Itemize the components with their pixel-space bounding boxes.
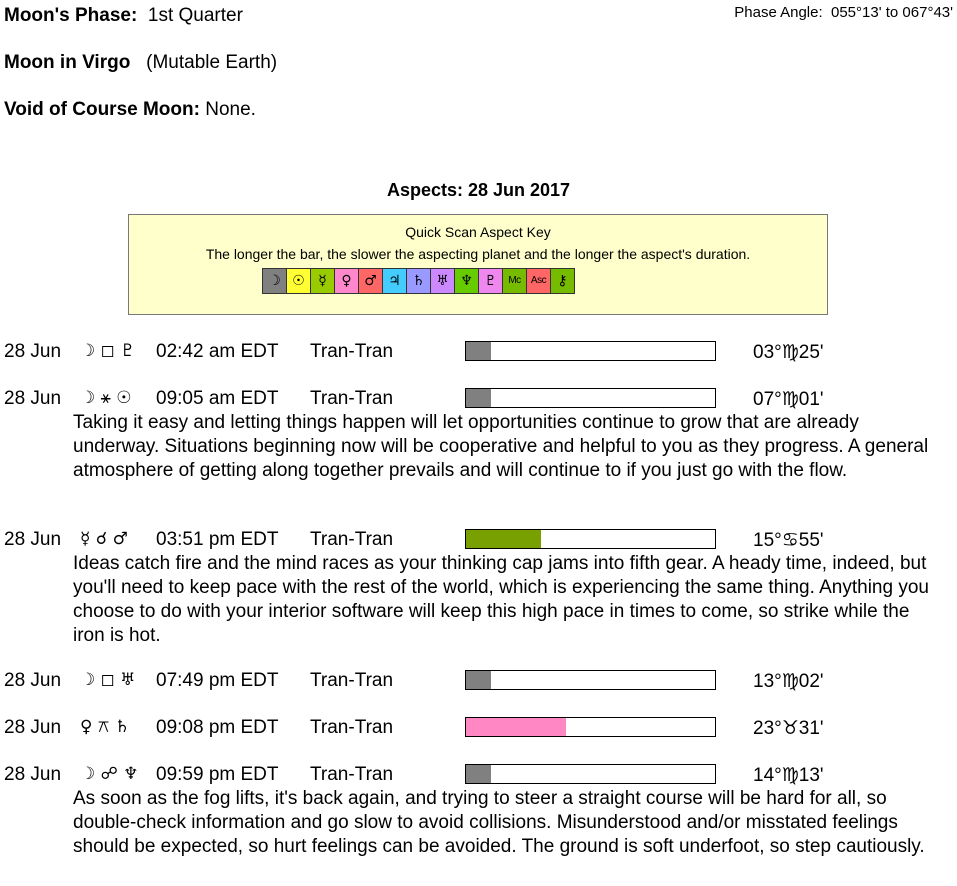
aspect-duration-fill (466, 765, 491, 783)
aspect-type: Tran-Tran (310, 717, 394, 738)
moon-sign-detail: (Mutable Earth) (146, 52, 278, 73)
moon-phase-value: 1st Quarter (147, 5, 243, 26)
jupiter-swatch: ♃ (382, 268, 407, 294)
aspect-key-description: The longer the bar, the slower the aspecting planet and the longer the aspect's duration. (205, 246, 751, 262)
aspect-date: 28 Jun (4, 764, 62, 785)
midheaven-swatch: Mc (502, 268, 527, 294)
aspect-date: 28 Jun (4, 670, 62, 691)
uranus-swatch: ♅ (430, 268, 455, 294)
aspect-description: Ideas catch fire and the mind races as your thinking cap jams into fifth gear. A heady time, indeed, but you'll need to keep pace with the rest of the world, which is experiencing the same thing. Anything you choose to do with your interior software will keep this high pace in times to come, so strike while the iron is hot. (73, 553, 929, 646)
aspect-duration-bar (465, 670, 716, 690)
void-value: None. (205, 99, 256, 120)
aspect-duration-bar (465, 717, 716, 737)
aspect-duration-fill (466, 389, 491, 407)
aspect-time: 09:59 pm EDT (156, 764, 279, 785)
aspect-glyphs: ☿ ☌ ♂ (80, 529, 128, 549)
aspect-type: Tran-Tran (310, 388, 394, 409)
aspect-key-swatches (262, 268, 574, 294)
aspect-time: 03:51 pm EDT (156, 529, 279, 550)
aspect-time: 09:08 pm EDT (156, 717, 279, 738)
aspect-date: 28 Jun (4, 717, 62, 738)
aspect-position: 15°♋55' (753, 530, 824, 551)
aspect-glyphs: ☽ ◻ ♇ (80, 341, 136, 361)
phase-angle (734, 4, 953, 21)
moon-phase-label: Moon's Phase: (4, 5, 138, 26)
chiron-swatch: ⚷ (550, 268, 575, 294)
moon-phase-line (4, 5, 243, 27)
aspect-description: Taking it easy and letting things happen will let opportunities continue to grow that are already underway. Situations beginning now will be cooperative and helpful to you as they progress. A general atmosphere of getting along together prevails and will continue to if you just go with the flow. (73, 412, 929, 481)
void-label: Void of Course Moon: (4, 99, 200, 120)
aspect-type: Tran-Tran (310, 529, 394, 550)
aspect-glyphs: ♀ ⚻ ♄ (80, 717, 130, 737)
aspect-time: 02:42 am EDT (156, 341, 279, 362)
phase-angle-value: 055°13' to 067°43' (831, 4, 953, 21)
mars-swatch: ♂ (358, 268, 383, 294)
pluto-swatch: ♇ (478, 268, 503, 294)
aspect-duration-fill (466, 718, 566, 736)
aspects-title: Aspects: 28 Jun 2017 (386, 180, 571, 200)
aspect-position: 03°♍25' (753, 342, 824, 363)
aspect-type: Tran-Tran (310, 670, 394, 691)
aspect-position: 14°♍13' (753, 765, 824, 786)
aspect-glyphs: ☽ ◻ ♅ (80, 670, 136, 690)
sun-swatch: ☉ (286, 268, 311, 294)
aspect-position: 23°♉31' (753, 718, 824, 739)
aspect-position: 07°♍01' (753, 389, 824, 410)
aspect-date: 28 Jun (4, 341, 62, 362)
aspect-glyphs: ☽ ☍ ♆ (80, 764, 139, 784)
saturn-swatch: ♄ (406, 268, 431, 294)
aspect-key-title: Quick Scan Aspect Key (405, 224, 551, 240)
aspect-type: Tran-Tran (310, 764, 394, 785)
ascendant-swatch: Asc (526, 268, 551, 294)
aspect-duration-bar (465, 764, 716, 784)
aspect-time: 09:05 am EDT (156, 388, 279, 409)
aspect-time: 07:49 pm EDT (156, 670, 279, 691)
aspect-duration-bar (465, 388, 716, 408)
moon-sign-label: Moon in Virgo (4, 52, 131, 73)
aspect-date: 28 Jun (4, 529, 62, 550)
aspect-duration-fill (466, 530, 541, 548)
aspect-duration-fill (466, 671, 491, 689)
aspect-type: Tran-Tran (310, 341, 394, 362)
moon-sign-line (4, 52, 277, 74)
aspect-description: As soon as the fog lifts, it's back again, and trying to steer a straight course will be hard for all, so double-check information and go slow to avoid collisions. Misunderstood and/or misstated feelings should be expected, so hurt feelings can be avoided. The ground is soft underfoot, so step cautiously. (73, 788, 925, 857)
void-of-course-line (4, 99, 256, 121)
aspect-duration-bar (465, 341, 716, 361)
aspect-date: 28 Jun (4, 388, 62, 409)
venus-swatch: ♀ (334, 268, 359, 294)
neptune-swatch: ♆ (454, 268, 479, 294)
aspect-duration-bar (465, 529, 716, 549)
aspect-glyphs: ☽ ⚹ ☉ (80, 388, 132, 408)
aspect-position: 13°♍02' (753, 671, 824, 692)
aspect-key-box (128, 214, 828, 315)
aspect-duration-fill (466, 342, 491, 360)
phase-angle-label: Phase Angle: (734, 4, 823, 21)
moon-swatch: ☽ (262, 268, 287, 294)
mercury-swatch: ☿ (310, 268, 335, 294)
